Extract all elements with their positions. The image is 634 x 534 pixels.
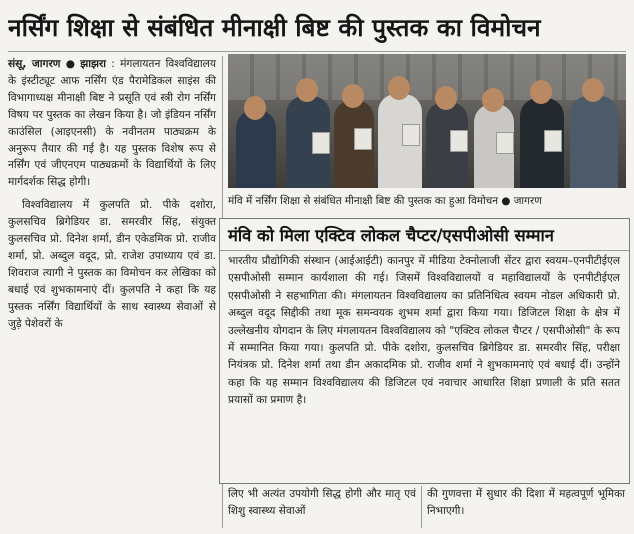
person-figure [236,110,276,188]
headline: नर्सिंग शिक्षा से संबंधित मीनाक्षी बिष्ट की पुस्तक का विमोचन [8,13,541,42]
article-continuation-mid: लिए भी अत्यंत उपयोगी सिद्ध होगी और मातृ एवं शिशु स्वास्थ्य सेवाओं [228,488,416,517]
book [496,132,514,154]
photo-credit: जागरण [513,195,542,207]
background-shelves [228,54,626,100]
article-column-left [8,56,216,339]
person-head [435,86,457,110]
book [354,128,372,150]
person-head [388,76,410,100]
person-head [482,88,504,112]
bullet-icon: ● [501,195,511,207]
article-continuation-right: की गुणवत्ता में सुधार की दिशा में महत्वपूर्ण भूमिका निभाएगी। [427,488,625,517]
book [544,130,562,152]
book [402,124,420,146]
event-photo [228,54,626,188]
dateline: संसू, जागरण [8,58,61,70]
para1-text: : मंगलायतन विश्वविद्यालय के इंस्टीट्यूट आफ नर्सिंग एंड पैरामेडिकल साइंस की विभागाध्यक्ष मीनाक्षी बिष्ट ने प्रसूति एवं स्त्री रोग नर्सिंग विषय पर पुस्तक का लेखन किया है। जो इंडियन नर्सिंग काउंसिल (आइएनसी) के नवीनतम पाठ्यक्रम के अनुरूप तैयार की गई है। यह पुस्तक विशेष रूप से नर्सिंग एवं जीएनएम पाठ्यक्रमों के विद्यार्थियों के लिए मार्गदर्शक सिद्ध होगी। [8,58,216,189]
person-head [530,80,552,104]
article-para-1 [8,56,216,191]
person-head [582,78,604,102]
person-head [342,84,364,108]
column-rule [421,486,422,528]
bullet-icon: ● [65,58,75,70]
person-head [296,78,318,102]
photo-caption [228,190,626,212]
person-head [244,96,266,120]
award-story-title: मंवि को मिला एक्टिव लोकल चैप्टर/एसपीओसी सम्मान [228,226,554,245]
box-title-rule [220,250,629,251]
book [450,130,468,152]
award-story-body: भारतीय प्रौद्योगिकी संस्थान (आईआईटी) कानपुर में मीडिया टेक्नोलाजी सेंटर द्वारा स्वयम–एनपीटीईएल एसपीओसी सम्मान कार्यशाला की गई। जिसमें विश्वविद्यालयों व महाविद्यालयों के एनपीटीईएल एसपीओसी ने सहभागिता की। मंगलायतन विश्वविद्यालय का प्रतिनिधित्व स्वयम नोडल अधिकारी प्रो. अब्दुल वदूद सिद्दीकी तथा मूक समन्वयक शुभम शर्मा द्वारा किया गया। डिजिटल शिक्षा के क्षेत्र में उल्लेखनीय योगदान के लिए मंगलायतन विश्वविद्यालय को "एक्टिव लोकल चैप्टर / एसपीओसी" के रूप में सम्मानित किया गया। कुलपति प्रो. पीके दशोरा, कुलसचिव ब्रिगेडियर डा. समरवीर सिंह, परीक्षा नियंत्रक प्रो. दिनेश शर्मा तथा डीन अकादमिक प्रो. राजीव शर्मा ने शुभकामनाएं एवं बधाई दीं। उन्होंने कहा कि यह सम्मान विश्वविद्यालय की डिजिटल एवं नवाचार आधारित शिक्षा प्रणाली के प्रति सतत प्रयासों का प्रमाण है। [228,255,620,407]
article-para-2: विश्वविद्यालय में कुलपति प्रो. पीके दशोरा, कुलसचिव ब्रिगेडियर डा. समरवीर सिंह, संयुक्त कुलसचिव प्रो. दिनेश शर्मा, डीन एकेडमिक प्रो. राजीव शर्मा, प्रो. अब्दुल वदूद, प्रो. राजेश उपाध्याय एवं डा. शिवराज त्यागी ने पुस्तक का विमोचन कर लेखिका को बधाई एवं शुभकामनाएं दीं। कुलपति ने कहा कि यह पुस्तक नर्सिंग विद्यार्थियों के साथ स्वास्थ्य सेवाओं से जुड़े पेशेवरों के [8,199,216,330]
award-story-box [219,218,630,484]
caption-text: मंवि में नर्सिंग शिक्षा से संबंधित मीनाक्षी बिष्ट की पुस्तक का हुआ विमोचन [228,195,499,207]
headline-rule [8,51,626,52]
person-figure [570,96,618,188]
book [312,132,330,154]
place: झाझरा [80,58,107,70]
